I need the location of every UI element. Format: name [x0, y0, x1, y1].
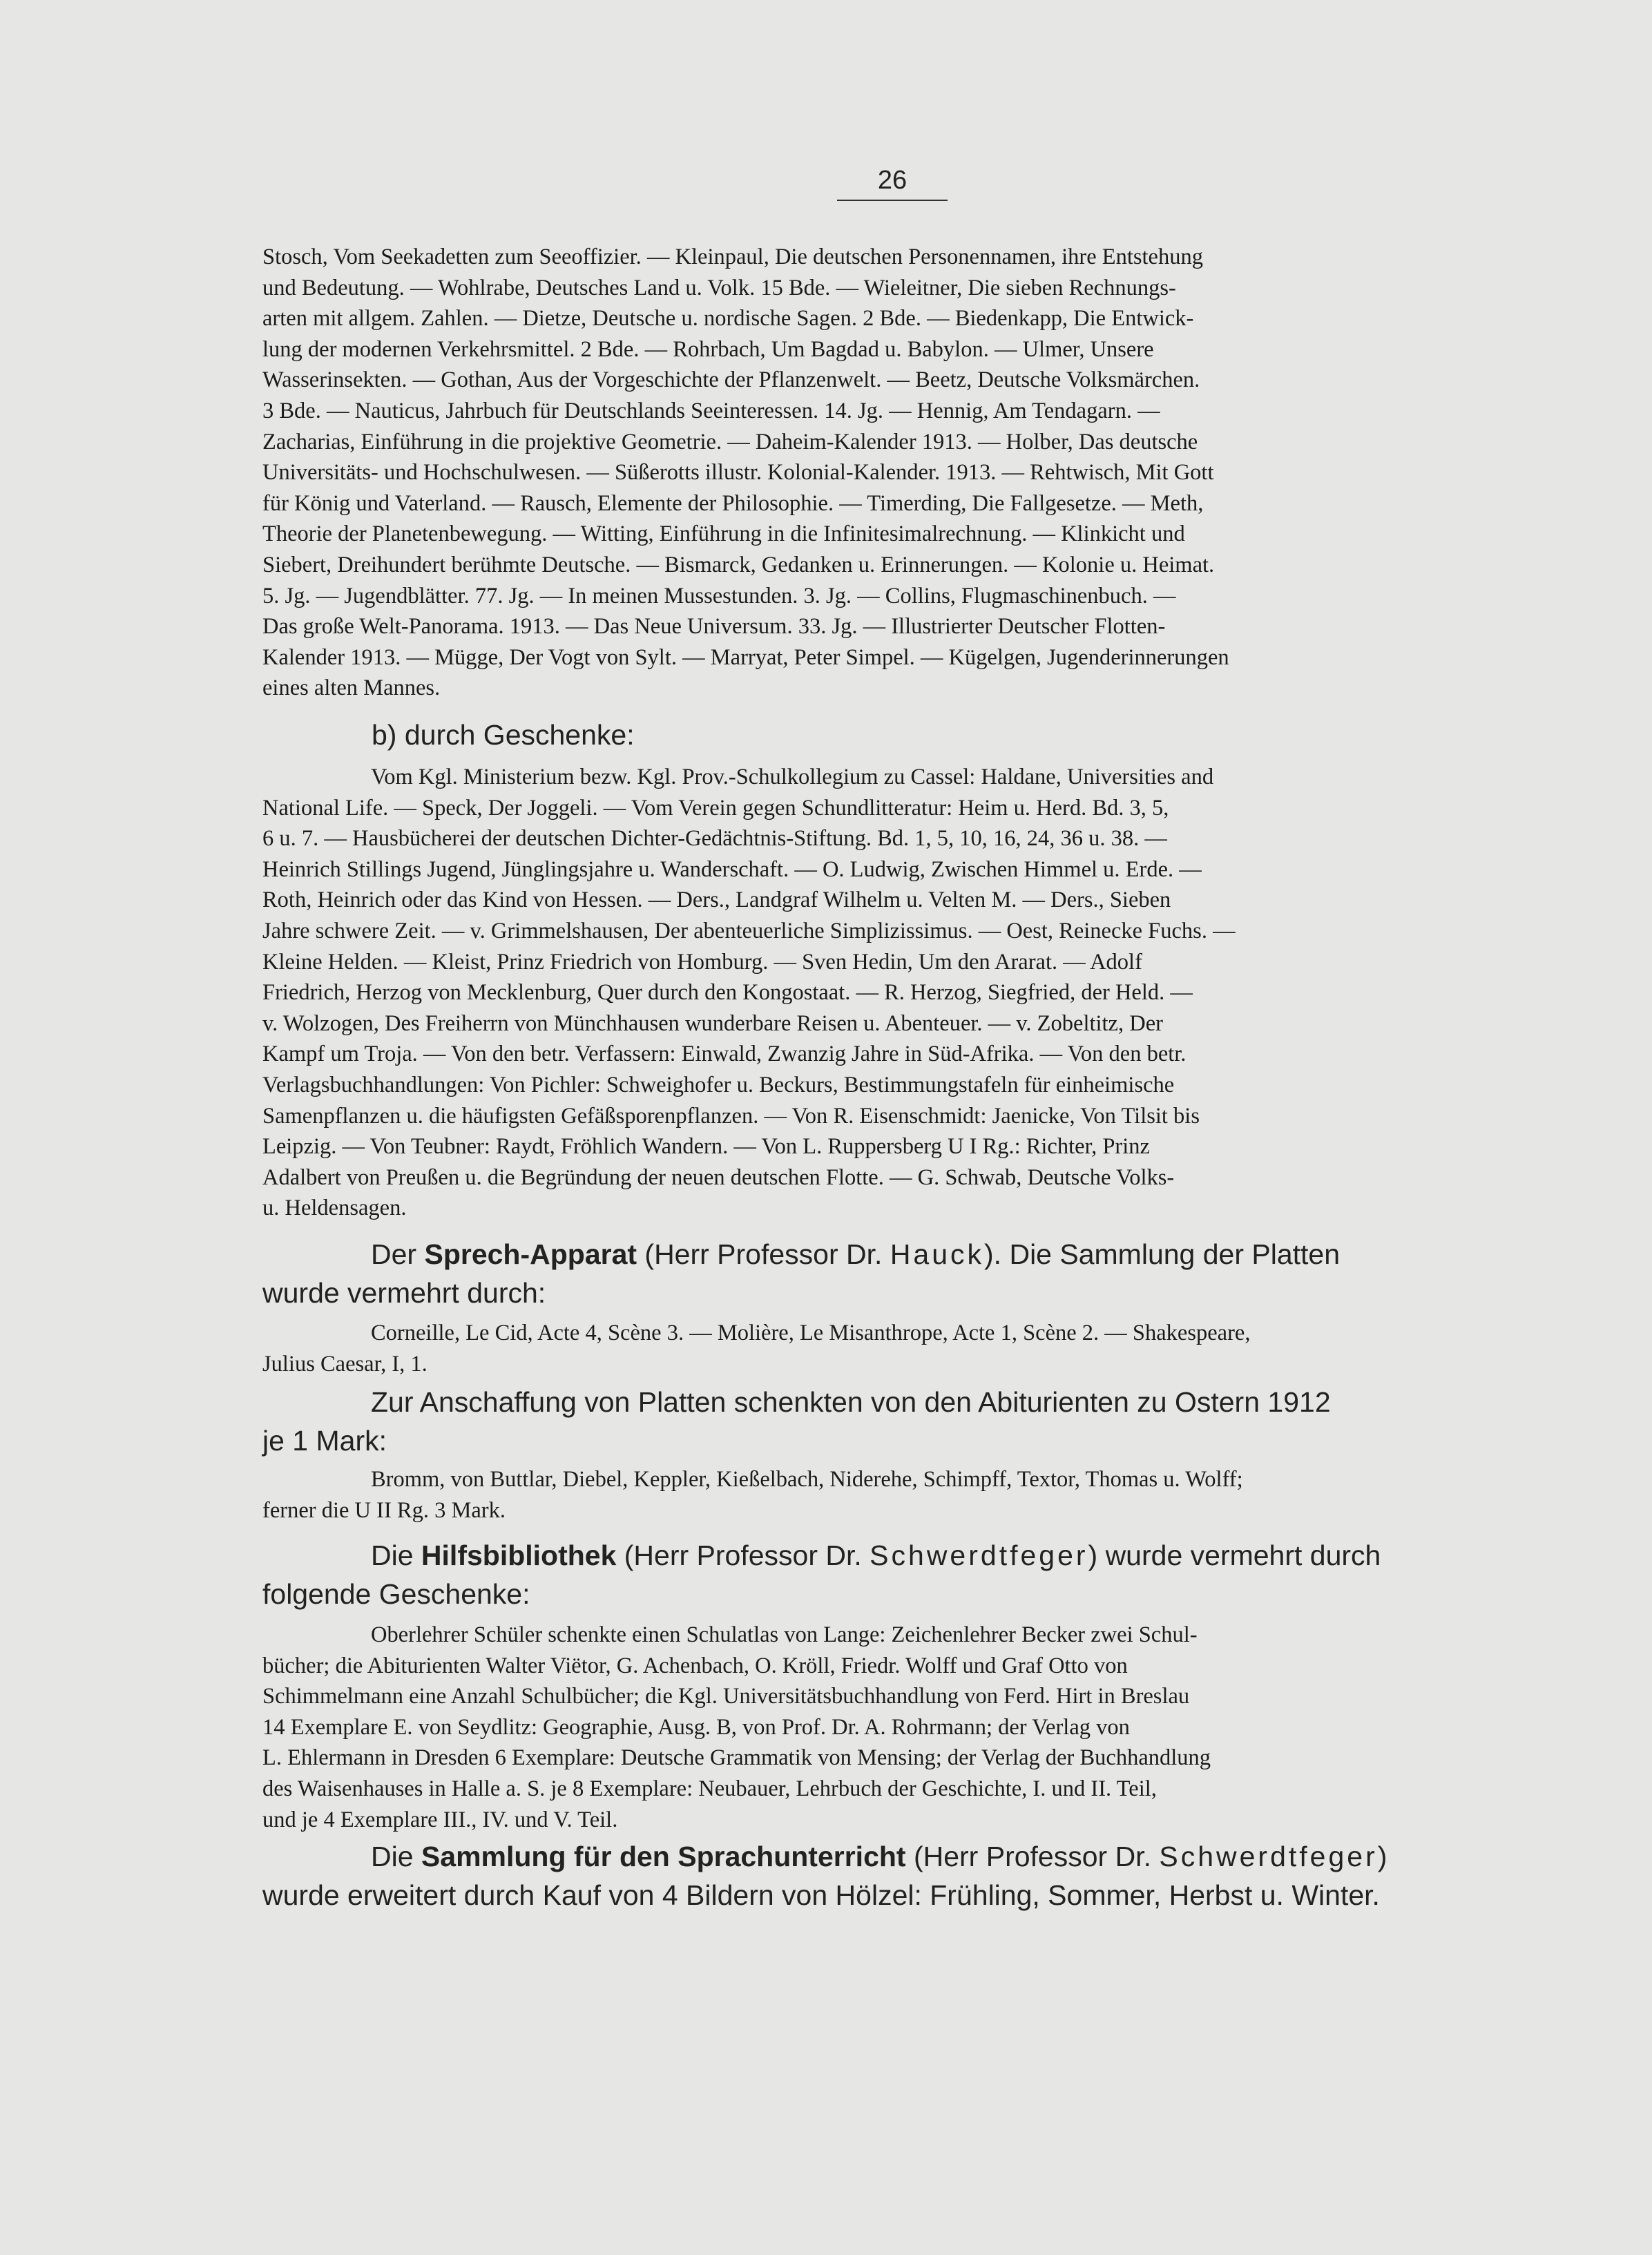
hilfsbibliothek-paragraph [262, 1536, 1514, 1613]
text-line: Kampf um Troja. — Von den betr. Verfassern: Einwald, Zwanzig Jahre in Süd-Afrika. — Von den betr. [262, 1042, 1187, 1067]
text-line: Siebert, Dreihundert berühmte Deutsche. — Bismarck, Gedanken u. Erinnerungen. — Kolonie u. Heimat. [262, 552, 1215, 577]
book-list-gifts [262, 762, 1514, 1224]
text-line: bücher; die Abiturienten Walter Viëtor, G. Achenbach, O. Kröll, Friedr. Wolff und Graf Otto von [262, 1653, 1128, 1678]
text-line: je 1 Mark: [262, 1425, 387, 1457]
text-line: Zur Anschaffung von Platten schenkten von den Abiturienten zu Ostern 1912 [371, 1386, 1331, 1418]
text-line: Die Sammlung für den Sprachunterricht (Herr Professor Dr. Schwerdtfeger) [371, 1841, 1387, 1872]
text-line: Oberlehrer Schüler schenkte einen Schulatlas von Lange: Zeichenlehrer Becker zwei Schul- [371, 1622, 1198, 1647]
records-list [262, 1318, 1514, 1379]
text-line: Friedrich, Herzog von Mecklenburg, Quer durch den Kongostaat. — R. Herzog, Siegfried, der Held. — [262, 980, 1193, 1006]
text-line: Julius Caesar, I, 1. [262, 1351, 428, 1376]
person-name: Schwerdtfeger [870, 1539, 1088, 1571]
text-line: 5. Jg. — Jugendblätter. 77. Jg. — In meinen Mussestunden. 3. Jg. — Collins, Flugmaschinenbuch. — [262, 583, 1176, 608]
person-name: Hauck [890, 1238, 985, 1270]
text-line: lung der modernen Verkehrsmittel. 2 Bde. — Rohrbach, Um Bagdad u. Babylon. — Ulmer, Unsere [262, 336, 1154, 362]
book-list-purchases [262, 242, 1514, 704]
text-line: Heinrich Stillings Jugend, Jünglingsjahre u. Wanderschaft. — O. Ludwig, Zwischen Himmel u. Erde. — [262, 856, 1202, 882]
text-line: 14 Exemplare E. von Seydlitz: Geographie, Ausg. B, von Prof. Dr. A. Rohrmann; der Verlag von [262, 1714, 1130, 1740]
text-line: v. Wolzogen, Des Freiherrn von Münchhausen wunderbare Reisen u. Abenteuer. — v. Zobeltitz, Der [262, 1010, 1163, 1036]
text-line: wurde erweitert durch Kauf von 4 Bildern von Hölzel: Frühling, Sommer, Herbst u. Winter. [262, 1879, 1380, 1911]
section-heading-gifts: b) durch Geschenke: [372, 719, 635, 751]
text-line: Corneille, Le Cid, Acte 4, Scène 3. — Molière, Le Misanthrope, Acte 1, Scène 2. — Shakespeare, [371, 1321, 1251, 1345]
text-line: und je 4 Exemplare III., IV. und V. Teil. [262, 1807, 618, 1832]
sprech-apparat-title: Sprech-Apparat [424, 1238, 637, 1270]
text-line: arten mit allgem. Zahlen. — Dietze, Deutsche u. nordische Sagen. 2 Bde. — Biedenkapp, Die Entwick- [262, 306, 1194, 332]
text-line: Kleine Helden. — Kleist, Prinz Friedrich von Homburg. — Sven Hedin, Um den Ararat. — Adolf [262, 949, 1142, 975]
text-line: Stosch, Vom Seekadetten zum Seeoffizier. — Kleinpaul, Die deutschen Personennamen, ihre Entstehung [262, 244, 1203, 269]
text-line: für König und Vaterland. — Rausch, Elemente der Philosophie. — Timerding, Die Fallgesetze. — Meth, [262, 490, 1204, 516]
text-line: eines alten Mannes. [262, 675, 441, 701]
text-line: Wasserinsekten. — Gothan, Aus der Vorgeschichte der Pflanzenwelt. — Beetz, Deutsche Volksmärchen. [262, 367, 1200, 393]
text-line: Verlagsbuchhandlungen: Von Pichler: Schweighofer u. Beckurs, Bestimmungstafeln für einheimische [262, 1072, 1175, 1097]
text-line: Das große Welt-Panorama. 1913. — Das Neue Universum. 33. Jg. — Illustrierter Deutscher Flotten- [262, 614, 1166, 640]
text-line: Zacharias, Einführung in die projektive Geometrie. — Daheim-Kalender 1913. — Holber, Das deutsche [262, 429, 1198, 454]
donors-list [262, 1464, 1514, 1526]
hilfsbibliothek-title: Hilfsbibliothek [421, 1539, 617, 1571]
text-line: Jahre schwere Zeit. — v. Grimmelshausen, Der abenteuerliche Simplizissimus. — Oest, Reinecke Fuchs. — [262, 918, 1236, 943]
text-line: Bromm, von Buttlar, Diebel, Keppler, Kießelbach, Niderehe, Schimpff, Textor, Thomas u. Wolff; [371, 1467, 1243, 1492]
text-line: wurde vermehrt durch: [262, 1277, 546, 1309]
text-line: Schimmelmann eine Anzahl Schulbücher; die Kgl. Universitätsbuchhandlung von Ferd. Hirt in Breslau [262, 1684, 1190, 1709]
text-line: u. Heldensagen. [262, 1196, 407, 1221]
sprech-apparat-paragraph [262, 1235, 1514, 1312]
text-line: des Waisenhauses in Halle a. S. je 8 Exemplare: Neubauer, Lehrbuch der Geschichte, I. und II. Teil, [262, 1776, 1157, 1801]
text-line: Vom Kgl. Ministerium bezw. Kgl. Prov.-Schulkollegium zu Cassel: Haldane, Universities and [371, 765, 1214, 789]
platten-paragraph [262, 1383, 1514, 1460]
sprachunterricht-paragraph [262, 1837, 1514, 1915]
text-line: Samenpflanzen u. die häufigsten Gefäßsporenpflanzen. — Von R. Eisenschmidt: Jaenicke, Von Tilsit bis [262, 1103, 1200, 1129]
text-line: National Life. — Speck, Der Joggeli. — Vom Verein gegen Schundlitteratur: Heim u. Herd. Bd. 3, 5, [262, 795, 1169, 821]
text-line: Theorie der Planetenbewegung. — Witting, Einführung in die Infinitesimalrechnung. — Klinkicht und [262, 521, 1185, 547]
text-line: Adalbert von Preußen u. die Begründung der neuen deutschen Flotte. — G. Schwab, Deutsche Volks- [262, 1164, 1175, 1190]
text-line: 3 Bde. — Nauticus, Jahrbuch für Deutschlands Seeinteressen. 14. Jg. — Hennig, Am Tendagarn. — [262, 398, 1160, 423]
text-line: folgende Geschenke: [262, 1578, 530, 1610]
person-name: Schwerdtfeger [1159, 1841, 1378, 1872]
text-line: L. Ehlermann in Dresden 6 Exemplare: Deutsche Grammatik von Mensing; der Verlag der Buchhandlung [262, 1745, 1211, 1771]
text-line: Kalender 1913. — Mügge, Der Vogt von Sylt. — Marryat, Peter Simpel. — Kügelgen, Jugenderinnerungen [262, 644, 1229, 670]
text-line: 6 u. 7. — Hausbücherei der deutschen Dichter-Gedächtnis-Stiftung. Bd. 1, 5, 10, 16, 24, 36 u. 38. — [262, 826, 1167, 852]
page-number: 26 [837, 166, 948, 201]
sprachunterricht-title: Sammlung für den Sprachunterricht [421, 1841, 906, 1872]
text-line: ferner die U II Rg. 3 Mark. [262, 1497, 506, 1523]
text-line: Die Hilfsbibliothek (Herr Professor Dr. Schwerdtfeger) wurde vermehrt durch [371, 1539, 1381, 1571]
text-line: Leipzig. — Von Teubner: Raydt, Fröhlich Wandern. — Von L. Ruppersberg U I Rg.: Richter, Prinz [262, 1134, 1150, 1160]
hilfsbibliothek-gifts-list [262, 1620, 1514, 1835]
text-line: Universitäts- und Hochschulwesen. — Süßerotts illustr. Kolonial-Kalender. 1913. — Rehtwisch, Mit Gott [262, 460, 1214, 486]
text-line: und Bedeutung. — Wohlrabe, Deutsches Land u. Volk. 15 Bde. — Wieleitner, Die sieben Rechnungs- [262, 275, 1176, 300]
text-line: Roth, Heinrich oder das Kind von Hessen. — Ders., Landgraf Wilhelm u. Velten M. — Ders., Sieben [262, 887, 1171, 913]
text-line: Der Sprech-Apparat (Herr Professor Dr. Hauck). Die Sammlung der Platten [371, 1238, 1341, 1270]
